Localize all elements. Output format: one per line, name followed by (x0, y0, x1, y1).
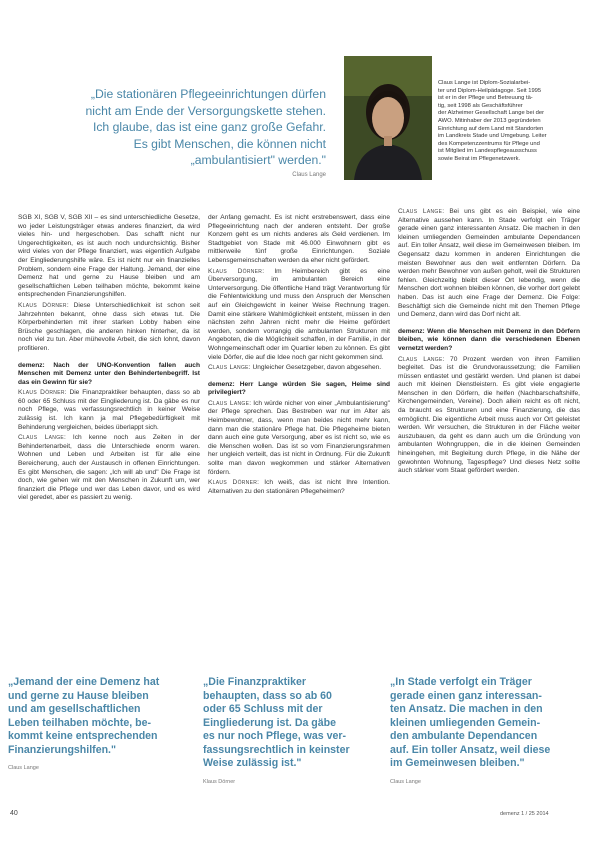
pull-quote-text (203, 676, 385, 771)
pull-quote-line: oder 65 Schluss mit der (203, 703, 323, 715)
pull-quote-line: „Die Finanzpraktiker (203, 676, 307, 688)
speaker-name: Claus Lange (18, 434, 65, 442)
speaker-name: Klaus Dörner (18, 389, 65, 397)
caption-line: Claus Lange ist Diplom-Sozialarbei- (438, 80, 531, 86)
pull-quote-attribution: Claus Lange (8, 765, 39, 771)
paragraph (398, 356, 580, 476)
pull-quote-text (8, 676, 190, 757)
portrait-photo (344, 56, 432, 180)
issue-label: demenz 1 / 25 2014 (500, 811, 549, 817)
pull-quote-bottom-1 (8, 676, 190, 771)
pull-quote-line: Weise zulässig ist." (203, 757, 302, 769)
pull-quote-line: auf. Ein toller Ansatz, weil diese (390, 743, 551, 756)
pull-quote-line: ten Ansatz. Die machen in den (390, 703, 543, 715)
paragraph: SGB XI, SGB V, SGB XII – es sind unterschiedliche Gesetze, wo jeder Leistungsträger etwas anderes finanziert, da wird vieles hin- und hergeschoben. Das schafft nicht nur Ungerechtigkeiten, es ist auch noch undurchsichtig. Bisher wird vieles von der Pflege finanziert, was eigentlich Aufgabe der Eingliederungshilfe wäre. Es ist nicht nur ein finanzielles Problem, sondern eine Frage der Haltung. Jemand, der eine Demenz hat und gerne zu Hause bleiben und am gesellschaftlichen Leben teilhaben möchte, bekommt keine entsprechenden Finanzierungshilfen. (18, 214, 200, 299)
speaker-name: Klaus Dörner (18, 301, 67, 309)
pull-quote-line: und gerne zu Hause bleiben (8, 689, 149, 702)
pull-quote-attribution: Klaus Dörner (203, 778, 236, 785)
pull-quote-line: Es gibt Menschen, die können nicht (133, 136, 326, 151)
pull-quote-bottom-3 (390, 676, 572, 785)
paragraph (18, 302, 200, 354)
speaker-name: Claus Lange (398, 355, 443, 363)
pull-quote-attribution: Claus Lange (390, 778, 421, 785)
paragraph (18, 389, 200, 432)
pull-quote-top (18, 86, 326, 169)
paragraph-text: : Ich kenne noch aus Zeiten in der Behindertenarbeit, dass die Unterschiede enorm waren. Wohnen und Leben und Arbeiten ist für alle eine Bereicherung, auch der Austausch in offenen Einrichtungen. Es gibt Menschen, die sagen: „Ich will ab und" Die Frage ist doch, wie gehen wir mit den Menschen in Zukunft um, wer finanziert die Pflege und wer das Leben davor, und es wird viel geredet, aber es passiert zu wenig. (18, 434, 200, 502)
caption-line: ist er in der Pflege und Betreuung tä- (438, 95, 533, 102)
caption-line: Einrichtung auf dem Land mit Standorten (438, 125, 544, 132)
pull-quote-bottom-2 (203, 676, 385, 785)
caption-line: der Alzheimer Gesellschaft Lange bei der (438, 110, 545, 117)
pull-quote-line: „Jemand der eine Demenz hat (8, 676, 160, 688)
speaker-name: Klaus Dörner (208, 479, 258, 487)
pull-quote-line: im Gemeinwesen bleiben." (390, 757, 525, 769)
paragraph (208, 479, 390, 496)
pull-quote-line: gerade einen ganz interessan- (390, 689, 542, 702)
caption-line: tig, seit 1998 als Geschäftsführer (438, 102, 523, 109)
caption-line: des Kompetenzzentrums für Pflege und (438, 140, 540, 147)
pull-quote-line: behaupten, dass so ab 60 (203, 689, 332, 702)
interview-question: demenz: Nach der UNO-Konvention fallen auch Menschen mit Demenz unter den Behindertenbegriff. Ist das ein Gewinn für sie? (18, 361, 200, 386)
paragraph-text: : Ich würde nicher von einer „Ambulantisierung" der Pflege sprechen. Das Bestreben war nur im Alter als Heimbewohner, dass, wenn man beides nicht mehr kann, dann man die stationäre Pflege hat. Die Pflegeheime bieten dann auch eine gute Versorgung, aber es ist nicht so, wie es die Menschen wollen. Das ist so vom Finanzierungsrahmen her ungleich verteilt, das ist nicht in Ordnung. Für die Zukunft sollte man davon wegkommen und stärker Alternativen fördern. (208, 399, 390, 476)
pull-quote-line: es nur noch Pflege, was ver- (203, 730, 347, 742)
speaker-name: Claus Lange (208, 399, 250, 407)
pull-quote-attribution: Claus Lange (292, 172, 326, 178)
portrait-illustration (344, 56, 432, 180)
page-number: 40 (10, 810, 18, 817)
text-column-1 (18, 214, 200, 505)
pull-quote-line: Eingliederung ist. Da gäbe (203, 716, 337, 729)
speaker-name: Claus Lange (398, 208, 443, 215)
text-column-2 (208, 214, 390, 498)
pull-quote-line: und am gesellschaftlichen (8, 703, 141, 715)
caption-line: AWO. Mitinhaber der 2013 gegründeten (438, 117, 541, 124)
pull-quote-line: Finanzierungshilfen." (8, 743, 117, 756)
caption-line: ter und Diplom-Heilpädagoge. Seit 1995 (438, 87, 542, 94)
paragraph: der Anfang gemacht. Es ist nicht erstrebenswert, dass eine Pflegeeinrichtung nach der anderen entsteht. Der große Konzern geht es um nichts anderes als Geld verdienen. Im Stadtgebiet von Stade mit 46.000 Einwohnern gibt es mittlerweile fünf große Einrichtungen. Soziale Lebensgemeinschaften werden da eher nicht gefördert. (208, 214, 390, 264)
photo-caption (438, 80, 598, 164)
caption-line: im Landkreis Stade und Umgebung. Leiter (438, 133, 547, 140)
pull-quote-line: Leben teilhaben möchte, be- (8, 716, 152, 729)
paragraph (398, 208, 580, 320)
paragraph-text: : Die Finanzpraktiker behaupten, dass so ab 60 oder 65 Schluss mit der Eingliederung ist. Da gäbe es nur noch Pflege, was verfassungsrechtlich in keiner Weise zulässig ist. Ich kann ja mal Pflegebedürftigkeit mit Behinderung vergleichen, beides überlappt sich. (18, 389, 200, 431)
paragraph (208, 400, 390, 477)
paragraph-text: : Ungleicher Gesetzgeber, davon abgesehen. (248, 364, 382, 372)
paragraph-text: : Ich weiß, das ist nicht Ihre Intention. Alternativen zu den stationären Pflegeheimen? (208, 479, 390, 495)
paragraph-text: : Im Heimbereich gibt es eine Überversorgung, im ambulanten Bereich eine Unterversorgung. Die öffentliche Hand trägt Verantwortung für die Fehlentwicklung und muss den Anspruch der Menschen auf ein Gleichgewicht in keiner Weise Rechnung tragen. Damit eine stärkere Wahlmöglichkeit entsteht, müssen in den nächsten zehn Jahren nicht mehr die Heime gefördert werden, sondern vorrangig die ambulanten Strukturen mit Angeboten, die die Möglichkeit schaffen, in der Familie, in der Wohngemeinschaft oder im Quartier leben zu können. Es gibt viele Dörfer, die auf die Idee noch gar nicht gekommen sind. (208, 267, 391, 361)
pull-quote-line: „In Stade verfolgt ein Träger (390, 676, 532, 688)
paragraph-text: : Diese Unterschiedlichkeit ist schon seit Jahrzehnten bekannt, ohne dass sich etwas tut. Die Körperbehinderten mit ihrer starken Lobby haben eine Brüsche geschlagen, die anderen hinken hinterher, da ist noch viel zu tun. Aber mühevolle Arbeit, die sich lohnt, davon profitieren. (18, 301, 200, 352)
interview-question: demenz: Wenn die Menschen mit Demenz in den Dörfern bleiben, wie können dann die verschiedenen Ebenen vernetzt werden? (398, 327, 580, 352)
paragraph (208, 364, 390, 373)
pull-quote-line: „ambulantisiert" werden." (190, 153, 326, 167)
speaker-name: Klaus Dörner (208, 267, 263, 275)
paragraph-text: : Bei uns gibt es ein Beispiel, wie eine Alternative aussehen kann. In Stade verfolgt ein Träger gerade einen ganz interessanten Ansatz. Die machen in den kleinen umliegenden Gemeinden ambulante Dependancen auf. Ein toller Ansatz, weil diese im Gemeinwesen bleiben. Im Gegensatz dazu kommen in anderen Einrichtungen die meisten Bewohner aus den weit entfernten Dörfern. Da werden mehr Bewohner von außen geholt, weil die Strukturen fehlen. Gleichzeitig bleibt dieser Ort lebendig, wenn die Menschen dort wohnen bleiben können, die vorher dort gelebt haben. Das ist auch eine Frage der Demenz. Die Folge: Beschäftigt sich die Gemeinde nicht mit den Themen Pflege und Demenz, dann wird das Dorf nicht alt. (398, 208, 581, 319)
pull-quote-line: kleinen umliegenden Gemein- (390, 716, 541, 729)
pull-quote-line: den ambulante Dependancen (390, 730, 538, 742)
text-column-3 (398, 208, 580, 478)
speaker-name: Claus Lange (208, 364, 249, 372)
pull-quote-line: „Die stationären Pflegeeinrichtungen dürfen (90, 87, 326, 101)
caption-line: ist Mitglied im Landespflegeausschuss (438, 148, 537, 155)
caption-line: sowie Beirat im Pflegenetzwerk. (438, 155, 521, 162)
paragraph (18, 434, 200, 503)
pull-quote-line: kommt keine entsprechenden (8, 730, 158, 742)
paragraph-text: : 70 Prozent werden von ihren Familien begleitet. Das ist die Grundvoraussetzung; die Familien müssen entlastet und gestärkt werden. Und planen ist dabei auch mit kleinen Dienstleistern. Es gibt viele engagierte Menschen in den Dörfern, die helfen (Nachbarschaftshilfe, Kirchengemeinden, Vereine). Doch allein reicht es oft nicht, da braucht es Strukturen und eine Finanzierung, die das ermöglicht. Die eigentliche Arbeit muss auch vor Ort geleistet werden. Wir versuchen, die Strukturen in der Fläche weiter auszubauen, da geht es dann auch um die Gründung von ambulanten Wohngruppen, die in die kleinen Gemeinden hineingehen, mit Begleitung durch Pflege, in die Nähe der gewohnten Wohnung, Tagespflege? Und dieses Netz sollte auch stärker vom Staat gefördert werden. (398, 355, 580, 475)
pull-quote-line: nicht am Ende der Versorgungskette stehen. (85, 103, 326, 118)
paragraph (208, 268, 390, 363)
interview-question: demenz: Herr Lange würden Sie sagen, Heime sind privilegiert? (208, 380, 390, 397)
pull-quote-line: fassungsrechtlich in keinster (203, 743, 350, 756)
pull-quote-text (390, 676, 572, 771)
pull-quote-line: Ich glaube, das ist eine ganz große Gefahr. (92, 120, 326, 134)
